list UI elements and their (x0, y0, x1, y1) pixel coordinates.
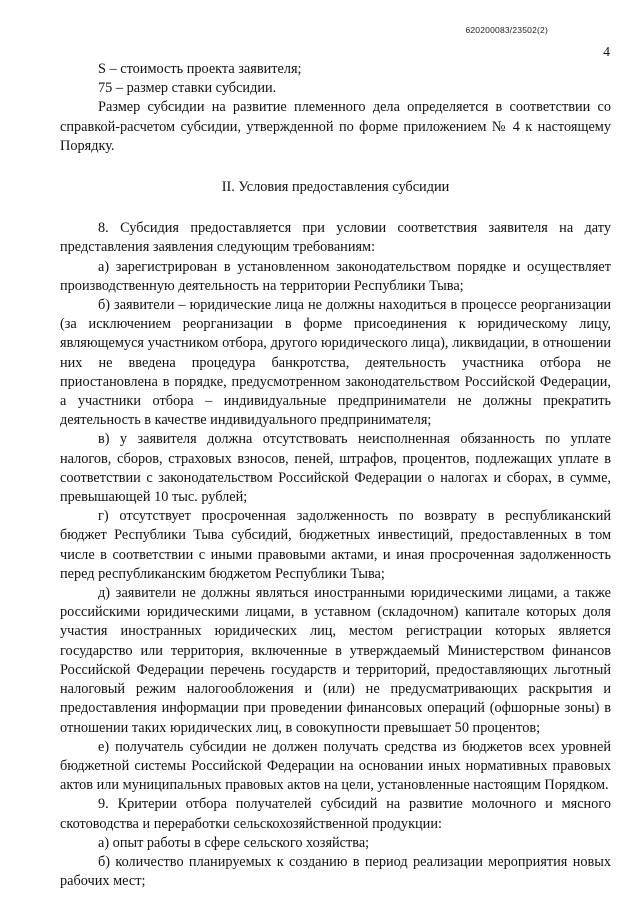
paragraph-8e: е) получатель субсидии не должен получать средства из бюджетов всех уровней бюджетной системы Российской Федерации на основании иных нормативных правовых актов или муниципальных правовых актов на цели, установленные настоящим Порядком. (60, 738, 611, 794)
page-number: 4 (603, 44, 610, 59)
document-number: 620200083/23502(2) (465, 25, 548, 35)
paragraph-8: 8. Субсидия предоставляется при условии соответствия заявителя на дату представления заявления следующим требованиям: (60, 220, 611, 256)
document-body (60, 60, 611, 891)
intro-line-75: 75 – размер ставки субсидии. (98, 80, 277, 97)
paragraph-8g: г) отсутствует просроченная задолженность по возврату в республиканский бюджет Республики Тыва субсидий, бюджетных инвестиций, предоставленных в том числе в соответствии с иными правовыми актами, и иная просроченная задолженность перед республиканским бюджетом Республики Тыва; (60, 508, 611, 582)
paragraph-9a: а) опыт работы в сфере сельского хозяйства; (98, 834, 370, 851)
intro-line-s: S – стоимость проекта заявителя; (98, 61, 302, 77)
paragraph-9: 9. Критерии отбора получателей субсидий на развитие молочного и мясного скотоводства и переработки сельскохозяйственной продукции: (60, 796, 611, 832)
paragraph-8a: а) зарегистрирован в установленном законодательством порядке и осуществляет производственную деятельность на территории Республики Тыва; (60, 258, 611, 294)
paragraph-8v: в) у заявителя должна отсутствовать неисполненная обязанность по уплате налогов, сборов, страховых взносов, пеней, штрафов, процентов, подлежащих уплате в соответствии с законодательством Российской Федерации о налогах и сборах, в сумме, превышающей 10 тыс. рублей; (60, 431, 611, 506)
section-title: II. Условия предоставления субсидии (221, 179, 450, 196)
paragraph-9b: б) количество планируемых к созданию в период реализации мероприятия новых рабочих мест; (60, 853, 611, 890)
paragraph-8d: д) заявители не должны являться иностранными юридическими лицами, а также российскими юридическими лицами, в уставном (складочном) капитале которых доля участия иностранных юридических лиц, местом регистрации которых является государство или территория, включенные в утверждаемый Министерством финансов Российской Федерации перечень государств и территорий, предоставляющих льготный налоговый режим налогообложения и (или) не предусматривающих раскрытия и предоставления информации при проведении финансовых операций (офшорные зоны) в отношении таких юридических лиц, в совокупности превышает 50 процентов; (60, 585, 611, 736)
paragraph-8b: б) заявители – юридические лица не должны находиться в процессе реорганизации (за исключением реорганизации в форме присоединения к юридическому лицу, являющемуся участником отбора, другого юридического лица), ликвидации, в отношении них не введена процедура банкротства, деятельность участника отбора не приостановлена в порядке, предусмотренном законодательством Российской Федерации, а участники отбора – индивидуальные предприниматели не должны прекратить деятельность в качестве индивидуального предпринимателя; (60, 297, 611, 429)
intro-paragraph-subsidy-size: Размер субсидии на развитие племенного дела определяется в соответствии со справкой-расчетом субсидии, утвержденной по форме приложением № 4 к настоящему Порядку. (60, 99, 611, 154)
